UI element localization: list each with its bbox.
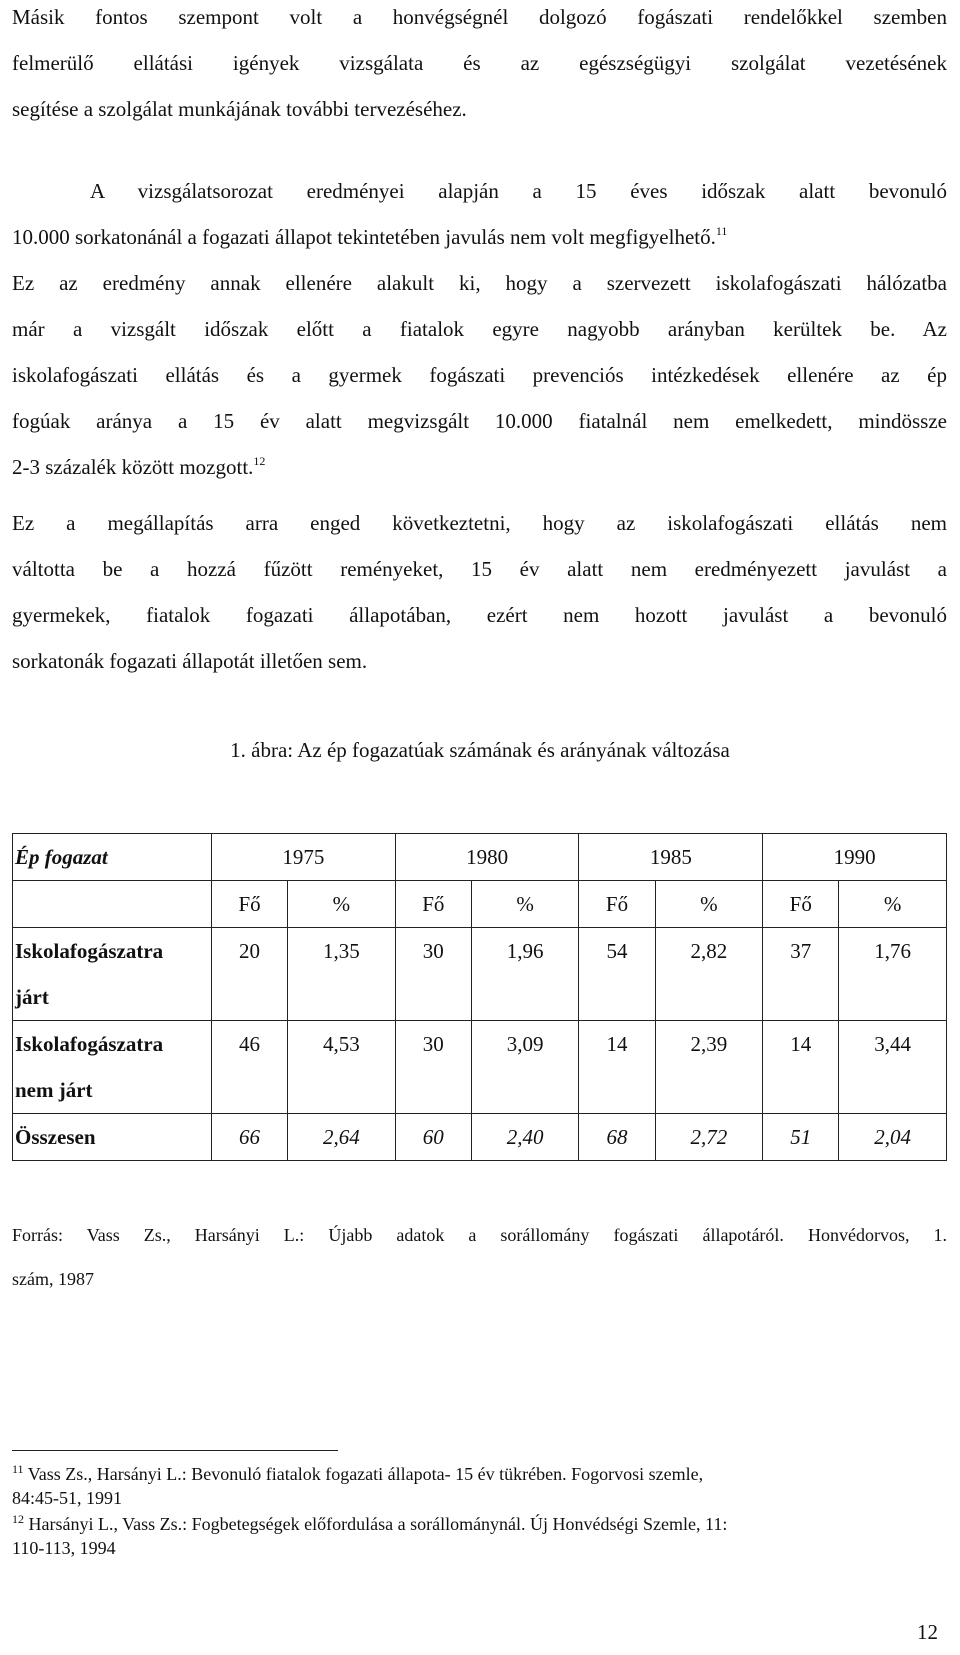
table-cell: 14 [579, 1021, 655, 1114]
paragraph-line: gyermekek, fiatalok fogazati állapotában, ezért nem hozott javulást a bevonuló [12, 603, 947, 627]
paragraph-line: felmerülő ellátási igények vizsgálata és az egészségügyi szolgálat vezetésének [12, 51, 947, 75]
total-cell: 2,40 [471, 1114, 579, 1161]
row-label-line: Iskolafogászatra [15, 939, 164, 963]
paragraph-line: A vizsgálatsorozat eredményei alapján a 15 éves időszak alatt bevonuló [90, 179, 947, 203]
paragraph-text: 10.000 sorkatonánál a fogazati állapot tekintetében javulás nem volt megfigyelhető. [12, 225, 716, 249]
total-cell: 60 [395, 1114, 471, 1161]
table-cell: 2,82 [655, 928, 763, 1021]
empty-cell [13, 881, 212, 928]
table-cell: 14 [763, 1021, 839, 1114]
table-row [13, 928, 947, 1021]
paragraph-1 [12, 0, 947, 132]
table-cell: 2,39 [655, 1021, 763, 1114]
total-cell: 68 [579, 1114, 655, 1161]
row-label-line: nem járt [15, 1078, 93, 1102]
table-row [13, 1021, 947, 1114]
paragraph-line: fogúak aránya a 15 év alatt megvizsgált 10.000 fiatalnál nem emelkedett, mindössze [12, 409, 947, 433]
footnote-separator [12, 1450, 338, 1451]
subheader-cell: Fő [212, 881, 288, 928]
footnote-12 [12, 1512, 947, 1560]
footnote-ref-11[interactable]: 11 [715, 224, 728, 238]
footnote-text: Vass Zs., Harsányi L.: Bevonuló fiatalok fogazati állapota- 15 év tükrében. Fogorvosi szemle, [27, 1464, 704, 1484]
source-line: Forrás: Vass Zs., Harsányi L.: Újabb adatok a sorállomány fogászati állapotáról. Honvédorvos, 1. [12, 1225, 947, 1245]
total-cell: 2,64 [288, 1114, 396, 1161]
data-table [12, 833, 947, 1161]
total-cell: 2,72 [655, 1114, 763, 1161]
table-cell: 1,96 [471, 928, 579, 1021]
total-cell: 51 [763, 1114, 839, 1161]
table-subheader-row [13, 881, 947, 928]
footnote-text: Harsányi L., Vass Zs.: Fogbetegségek előfordulása a sorállománynál. Új Honvédségi Szemle, 11: [28, 1514, 728, 1534]
subheader-cell: % [288, 881, 396, 928]
row-label-line: járt [15, 985, 49, 1009]
source-line: szám, 1987 [12, 1269, 94, 1289]
footnote-text: 110-113, 1994 [12, 1538, 116, 1558]
table-cell: 30 [395, 928, 471, 1021]
footnote-11 [12, 1462, 947, 1510]
paragraph-line: Ez a megállapítás arra enged következtetni, hogy az iskolafogászati ellátás nem [12, 511, 947, 535]
paragraph-2 [12, 168, 947, 490]
table-total-row [13, 1114, 947, 1161]
footnote-text: 84:45-51, 1991 [12, 1488, 122, 1508]
table-cell: 3,44 [839, 1021, 947, 1114]
paragraph-3 [12, 500, 947, 684]
subheader-cell: % [839, 881, 947, 928]
table-cell: 3,09 [471, 1021, 579, 1114]
paragraph-line [12, 214, 947, 260]
subheader-cell: Fő [579, 881, 655, 928]
paragraph-line: segítése a szolgálat munkájának további tervezéséhez. [12, 97, 467, 121]
figure-caption: 1. ábra: Az ép fogazatúak számának és arányának változása [230, 738, 730, 762]
table-cell: 1,76 [839, 928, 947, 1021]
table-header-row [13, 834, 947, 881]
year-header: 1990 [763, 834, 947, 881]
paragraph-line: váltotta be a hozzá fűzött reményeket, 15 év alatt nem eredményezett javulást a [12, 557, 947, 581]
table-cell: 1,35 [288, 928, 396, 1021]
subheader-cell: % [471, 881, 579, 928]
paragraph-line: Másik fontos szempont volt a honvégségnél dolgozó fogászati rendelőkkel szemben [12, 5, 947, 29]
subheader-cell: Fő [763, 881, 839, 928]
footnote-ref-12[interactable]: 12 [253, 454, 266, 468]
year-header: 1975 [212, 834, 396, 881]
row-label [13, 1021, 212, 1114]
table-cell: 46 [212, 1021, 288, 1114]
footnote-number: 11 [12, 1462, 24, 1476]
page-number: 12 [917, 1620, 938, 1644]
paragraph-line [12, 444, 947, 490]
table-cell: 30 [395, 1021, 471, 1114]
table-cell: 37 [763, 928, 839, 1021]
paragraph-line: Ez az eredmény annak ellenére alakult ki, hogy a szervezett iskolafogászati hálózatba [12, 271, 947, 295]
table-source [12, 1213, 947, 1301]
year-header: 1985 [579, 834, 763, 881]
year-header: 1980 [395, 834, 579, 881]
table-cell: 4,53 [288, 1021, 396, 1114]
paragraph-line: már a vizsgált időszak előtt a fiatalok egyre nagyobb arányban kerültek be. Az [12, 317, 947, 341]
row-label [13, 928, 212, 1021]
total-cell: 2,04 [839, 1114, 947, 1161]
footnote-number: 12 [12, 1512, 24, 1526]
table-header-label: Ép fogazat [13, 834, 212, 881]
paragraph-line: sorkatonák fogazati állapotát illetően sem. [12, 649, 368, 673]
table-cell: 20 [212, 928, 288, 1021]
total-cell: 66 [212, 1114, 288, 1161]
subheader-cell: % [655, 881, 763, 928]
paragraph-text: 2-3 százalék között mozgott. [12, 455, 254, 479]
row-label-line: Iskolafogászatra [15, 1032, 164, 1056]
table-cell: 54 [579, 928, 655, 1021]
total-label: Összesen [13, 1114, 212, 1161]
paragraph-line: iskolafogászati ellátás és a gyermek fogászati prevenciós intézkedések ellenére az ép [12, 363, 947, 387]
subheader-cell: Fő [395, 881, 471, 928]
